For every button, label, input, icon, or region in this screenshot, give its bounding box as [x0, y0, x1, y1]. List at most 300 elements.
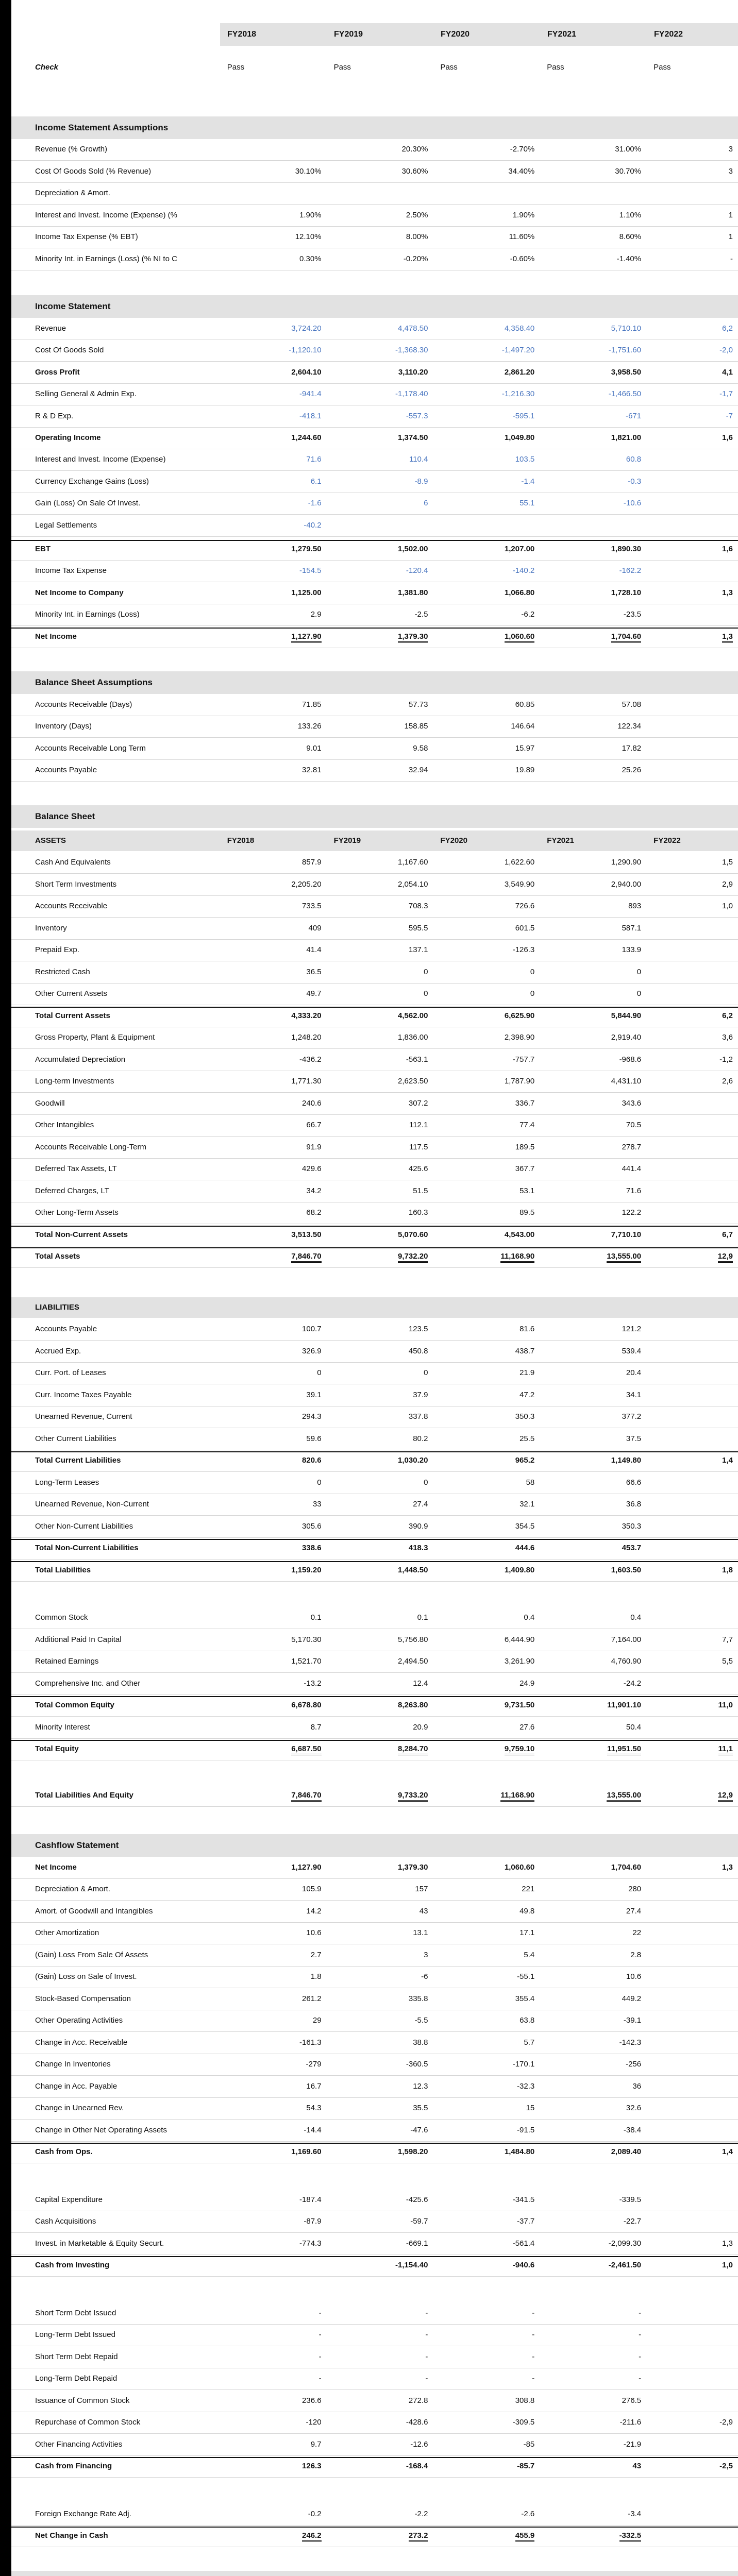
row-label: Accumulated Depreciation — [35, 1055, 126, 1064]
cell-fy2020 — [433, 2212, 540, 2231]
cell-value: -2.2 — [414, 2510, 428, 2518]
cell-fy2022 — [646, 2099, 738, 2117]
row-separator — [11, 160, 738, 161]
cell-fy2018 — [220, 584, 327, 602]
cell-value: -87.9 — [304, 2217, 322, 2226]
cell-value: -120.4 — [406, 566, 428, 575]
group-label: ASSETS — [35, 836, 66, 845]
cell-value: -39.1 — [623, 2016, 642, 2025]
row-issuance-of-common-stock — [11, 2392, 738, 2410]
cell-fy2019 — [327, 1631, 433, 1649]
cell-fy2022 — [646, 450, 738, 469]
cell-fy2018 — [220, 1968, 327, 1986]
cell-value: -5.5 — [414, 2016, 428, 2025]
cell-fy2019 — [327, 206, 433, 225]
row-label: Total Current Assets — [35, 1011, 110, 1020]
cell-value: 1,381.80 — [398, 588, 428, 597]
cell-fy2019 — [327, 140, 433, 159]
cell-value: 13,555.00 — [607, 1791, 641, 1802]
cell-fy2021 — [540, 1608, 646, 1627]
cell-fy2019 — [327, 2191, 433, 2209]
cell-fy2022 — [646, 1007, 738, 1025]
cell-fy2020 — [433, 1880, 540, 1899]
row-label: Cash from Financing — [35, 2462, 112, 2470]
cell-fy2021 — [540, 853, 646, 872]
cell-fy2022 — [646, 761, 738, 779]
cell-value: -37.7 — [517, 2217, 535, 2226]
cell-fy2022 — [646, 429, 738, 447]
cell-fy2022 — [646, 985, 738, 1003]
cell-value: 53.1 — [519, 1187, 535, 1195]
cell-fy2018 — [220, 1320, 327, 1338]
cell-value: 47.2 — [519, 1391, 535, 1399]
cell-fy2022 — [646, 1517, 738, 1536]
cell-value: 1,3 — [722, 632, 733, 643]
cell-fy2018 — [220, 919, 327, 938]
cell-value: 294.3 — [302, 1412, 322, 1421]
cell-value: 71.6 — [306, 455, 322, 464]
cell-value: 17.1 — [519, 1928, 535, 1937]
row-label: Additional Paid In Capital — [35, 1635, 122, 1644]
row-label: Cash Acquisitions — [35, 2217, 96, 2226]
cell-fy2021 — [540, 2304, 646, 2323]
cell-fy2022 — [646, 1990, 738, 2008]
cell-value: 1,060.60 — [504, 1863, 535, 1872]
cell-fy2021 — [540, 941, 646, 959]
cell-value: 5,756.80 — [398, 1635, 428, 1644]
cell-value: 893 — [628, 902, 642, 910]
cell-fy2022 — [646, 1652, 738, 1671]
cell-fy2019 — [327, 540, 433, 558]
cell-value: 37.5 — [626, 1434, 642, 1443]
cell-fy2021 — [540, 2348, 646, 2366]
row-prepaid-exp — [11, 941, 738, 959]
cell-fy2021 — [540, 1674, 646, 1693]
cell-fy2018 — [220, 228, 327, 246]
cell-value: 31.00% — [615, 145, 642, 154]
cell-fy2022 — [646, 516, 738, 535]
cell-value: 820.6 — [302, 1456, 322, 1465]
cell-fy2022 — [646, 228, 738, 246]
cell-value: -3.4 — [628, 2510, 642, 2518]
cell-fy2020 — [433, 1028, 540, 1047]
cell-value: -7 — [726, 412, 733, 420]
row-label: Total Liabilities And Equity — [35, 1791, 133, 1800]
cell-value: 32.6 — [626, 2104, 642, 2112]
section-title: Balance Sheet — [35, 811, 95, 821]
cell-value: 122.34 — [617, 722, 642, 731]
cell-value: 0 — [424, 1368, 428, 1377]
cell-fy2020 — [433, 1786, 540, 1805]
cell-value: 17.82 — [622, 744, 642, 753]
row-separator — [11, 1738, 738, 1739]
cell-value: 708.3 — [408, 902, 428, 910]
cell-fy2021 — [540, 1094, 646, 1113]
cell-fy2021 — [540, 1968, 646, 1986]
cell-value: 336.7 — [515, 1099, 535, 1108]
cell-fy2018 — [220, 1430, 327, 1448]
cell-value: 4,478.50 — [398, 324, 428, 333]
cell-value: -941.4 — [299, 389, 322, 398]
cell-fy2020 — [433, 1924, 540, 1942]
cell-fy2021 — [540, 319, 646, 338]
row-separator — [11, 1158, 738, 1159]
cell-fy2019 — [327, 941, 433, 959]
cell-value: 0.30% — [299, 255, 322, 263]
cell-fy2019 — [327, 2413, 433, 2432]
cell-fy2019 — [327, 1539, 433, 1557]
row-label: Accounts Receivable (Days) — [35, 700, 132, 709]
cell-fy2022 — [646, 1473, 738, 1492]
cell-fy2021 — [540, 1990, 646, 2008]
cell-value: -2,9 — [719, 2418, 733, 2427]
cell-value: 7,846.70 — [291, 1791, 321, 1802]
row-revenue-growth — [11, 140, 738, 159]
cell-value: 20.30% — [401, 145, 428, 154]
cell-value: 5,844.90 — [611, 1011, 642, 1020]
cell-value: - — [318, 2309, 322, 2317]
cell-value: 20.9 — [413, 1723, 428, 1732]
total-rule — [11, 2527, 738, 2528]
cell-value: 8.00% — [406, 232, 428, 241]
row-label: Change in Acc. Receivable — [35, 2038, 128, 2047]
cell-fy2022 — [646, 1902, 738, 1921]
cell-value: -187.4 — [299, 2195, 322, 2204]
cell-value: 146.64 — [511, 722, 535, 731]
cell-value: 726.6 — [515, 902, 535, 910]
cell-fy2018 — [220, 1561, 327, 1580]
cell-fy2021 — [540, 761, 646, 779]
cell-fy2022 — [646, 1408, 738, 1426]
cell-value: -91.5 — [517, 2126, 535, 2134]
cell-value: -309.5 — [512, 2418, 535, 2427]
cell-fy2021 — [540, 1116, 646, 1134]
row-total-liabilities-and-equity — [11, 1786, 738, 1805]
row-cash-acquisitions — [11, 2212, 738, 2231]
cell-fy2022 — [646, 1674, 738, 1693]
cell-value: 5.7 — [524, 2038, 535, 2047]
cell-fy2021 — [540, 2413, 646, 2432]
cell-value: 105.9 — [302, 1885, 322, 1893]
row-label: Gain (Loss) On Sale Of Invest. — [35, 499, 141, 507]
cell-fy2022 — [646, 2369, 738, 2388]
row-total-assets — [11, 1247, 738, 1266]
cell-fy2019 — [327, 407, 433, 426]
row-label: Capital Expenditure — [35, 2195, 103, 2204]
cell-value: 37.9 — [413, 1391, 428, 1399]
cell-value: 39.1 — [306, 1391, 322, 1399]
cell-value: 0 — [317, 1478, 322, 1487]
cell-value: 19.89 — [515, 766, 535, 774]
cell-value: 57.08 — [622, 700, 642, 709]
cell-fy2022 — [646, 562, 738, 580]
cell-fy2020 — [433, 184, 540, 202]
cell-fy2020 — [433, 2099, 540, 2117]
cell-fy2018 — [220, 1342, 327, 1361]
cell-fy2020 — [433, 429, 540, 447]
cell-value: 1 — [728, 211, 733, 219]
cell-fy2021 — [540, 250, 646, 268]
row-deferred-tax-assets-lt — [11, 1160, 738, 1178]
cell-fy2021 — [540, 1028, 646, 1047]
spreadsheet — [11, 0, 738, 2576]
cell-fy2018 — [220, 1517, 327, 1536]
cell-value: 453.7 — [622, 1544, 642, 1552]
cell-fy2020 — [433, 1007, 540, 1025]
row-separator — [11, 1048, 738, 1049]
row-separator — [11, 1136, 738, 1137]
row-restricted-cash — [11, 963, 738, 981]
cell-fy2022 — [646, 494, 738, 513]
cell-value: 1,0 — [722, 902, 733, 910]
cell-value: 539.4 — [622, 1347, 642, 1355]
section-title: Cashflow Statement — [35, 1840, 119, 1850]
row-label: (Gain) Loss From Sale Of Assets — [35, 1951, 148, 1959]
cell-fy2020 — [433, 2457, 540, 2476]
cell-fy2021 — [540, 140, 646, 159]
total-rule — [11, 628, 738, 629]
cell-fy2018 — [220, 2326, 327, 2344]
cell-value: 335.8 — [408, 1994, 428, 2003]
cell-fy2018 — [220, 2099, 327, 2117]
cell-value: -2,461.50 — [608, 2261, 642, 2269]
cell-value: 3 — [424, 1951, 428, 1959]
section-header-income-statement-assumptions — [11, 118, 738, 137]
row-legal-settlements — [11, 516, 738, 535]
cell-fy2021 — [540, 1495, 646, 1514]
cell-fy2021 — [540, 494, 646, 513]
row-label: Legal Settlements — [35, 521, 97, 530]
cell-value: -85 — [523, 2440, 535, 2449]
section-header-cashflow-statement — [11, 1836, 738, 1855]
cell-fy2020 — [433, 1430, 540, 1448]
cell-value: 308.8 — [515, 2396, 535, 2405]
cell-fy2022 — [646, 2143, 738, 2161]
cell-value: -2.6 — [521, 2510, 535, 2518]
cell-fy2018 — [220, 1902, 327, 1921]
cell-fy2021 — [540, 472, 646, 491]
cell-fy2020 — [433, 1364, 540, 1382]
cell-fy2018 — [220, 1946, 327, 1964]
cell-value: -47.6 — [410, 2126, 428, 2134]
cell-value: 133.26 — [297, 722, 322, 731]
row-separator — [11, 737, 738, 738]
cell-fy2019 — [327, 250, 433, 268]
row-label: Minority Int. in Earnings (Loss) — [35, 610, 140, 619]
cell-fy2020 — [433, 1495, 540, 1514]
cell-value: 1,448.50 — [398, 1566, 428, 1574]
cell-fy2019 — [327, 696, 433, 714]
row-separator — [11, 1694, 738, 1695]
cell-fy2022 — [646, 472, 738, 491]
row-label: Other Non-Current Liabilities — [35, 1522, 133, 1531]
row-separator — [11, 1471, 738, 1472]
cell-value: 41.4 — [306, 945, 322, 954]
cell-fy2018 — [220, 140, 327, 159]
cell-fy2020 — [433, 2121, 540, 2140]
cell-value: - — [639, 2374, 642, 2383]
cell-value: 58 — [526, 1478, 535, 1487]
cell-fy2021 — [540, 1631, 646, 1649]
cell-fy2019 — [327, 2234, 433, 2253]
cell-fy2018 — [220, 1718, 327, 1737]
cell-value: 1,066.80 — [504, 588, 535, 597]
cell-fy2020 — [433, 1718, 540, 1737]
row-label: Currency Exchange Gains (Loss) — [35, 477, 149, 486]
cell-fy2021 — [540, 1408, 646, 1426]
cell-fy2019 — [327, 429, 433, 447]
left-border — [0, 0, 11, 2576]
cell-fy2021 — [540, 516, 646, 535]
cell-value: 337.8 — [408, 1412, 428, 1421]
row-invest-in-marketable-equity-securt — [11, 2234, 738, 2253]
cell-fy2018 — [220, 341, 327, 360]
cell-value: 1,379.30 — [398, 1863, 428, 1872]
cell-fy2019 — [327, 494, 433, 513]
cell-value: 22 — [632, 1928, 642, 1937]
row-label: Accrued Exp. — [35, 1347, 81, 1355]
cell-value: 133.9 — [622, 945, 642, 954]
cell-fy2020 — [433, 1226, 540, 1244]
cell-value: 8,284.70 — [398, 1744, 428, 1755]
cell-value: 1,728.10 — [611, 588, 642, 597]
cell-fy2020 — [433, 363, 540, 382]
cell-fy2021 — [540, 2033, 646, 2052]
cell-value: - — [532, 2309, 535, 2317]
cell-fy2019 — [327, 1968, 433, 1986]
cell-value: 236.6 — [302, 2396, 322, 2405]
cell-value: 4,543.00 — [504, 1230, 535, 1239]
row-separator — [11, 427, 738, 428]
cell-value: 1,3 — [722, 1863, 733, 1872]
cell-fy2021 — [540, 1007, 646, 1025]
row-change-in-other-net-operating-assets — [11, 2121, 738, 2140]
row-label: Short Term Debt Issued — [35, 2309, 116, 2317]
row-separator — [11, 1806, 738, 1807]
row-total-current-liabilities — [11, 1451, 738, 1470]
total-rule — [11, 1740, 738, 1741]
cell-value: 261.2 — [302, 1994, 322, 2003]
cell-fy2020 — [433, 2413, 540, 2432]
cell-fy2020 — [433, 1451, 540, 1470]
cell-fy2019 — [327, 1204, 433, 1222]
row-separator — [11, 536, 738, 537]
cell-value: 21.9 — [519, 1368, 535, 1377]
cell-value: 77.4 — [519, 1121, 535, 1129]
cell-value: 1,248.20 — [291, 1033, 322, 1042]
cell-fy2019 — [327, 385, 433, 403]
cell-fy2022 — [646, 2348, 738, 2366]
cell-value: 1,598.20 — [398, 2147, 428, 2156]
cell-value: 158.85 — [404, 722, 428, 731]
cell-fy2021 — [540, 1430, 646, 1448]
cell-fy2019 — [327, 1990, 433, 2008]
row-label: Long-Term Debt Repaid — [35, 2374, 118, 2383]
cell-value: -142.3 — [619, 2038, 642, 2047]
check-value: Pass — [547, 63, 564, 72]
cell-fy2020 — [433, 853, 540, 872]
row-label: Income Tax Expense — [35, 566, 107, 575]
row-cash-and-equivalents — [11, 853, 738, 872]
cell-value: 2,940.00 — [611, 880, 642, 889]
cell-value: 221 — [522, 1885, 535, 1893]
cell-value: 276.5 — [622, 2396, 642, 2405]
row-label: Other Financing Activities — [35, 2440, 123, 2449]
cell-fy2020 — [433, 2304, 540, 2323]
row-label: Change In Inventories — [35, 2060, 111, 2069]
cell-value: 49.7 — [306, 989, 322, 998]
cell-value: 36.8 — [626, 1500, 642, 1509]
cell-value: 2,054.10 — [398, 880, 428, 889]
cell-value: 32.81 — [302, 766, 322, 774]
row-label: Retained Earnings — [35, 1657, 99, 1666]
cell-value: - — [639, 2352, 642, 2361]
cell-value: -1,466.50 — [608, 389, 642, 398]
cell-fy2021 — [540, 919, 646, 938]
cell-value: -1.4 — [521, 477, 535, 486]
cell-fy2020 — [433, 1946, 540, 1964]
row-accounts-receivable-days — [11, 696, 738, 714]
cell-fy2020 — [433, 739, 540, 758]
cell-value: -428.6 — [406, 2418, 428, 2427]
cell-fy2021 — [540, 162, 646, 181]
row-separator — [11, 2141, 738, 2142]
cell-value: 34.2 — [306, 1187, 322, 1195]
total-rule — [11, 2143, 738, 2144]
row-total-liabilities — [11, 1561, 738, 1580]
cell-value: 8.60% — [619, 232, 642, 241]
row-other-long-term-assets — [11, 1204, 738, 1222]
cell-fy2018 — [220, 494, 327, 513]
cell-value: 12,9 — [718, 1252, 733, 1263]
cell-fy2018 — [220, 2348, 327, 2366]
cell-fy2018 — [220, 1364, 327, 1382]
row-label: Curr. Income Taxes Payable — [35, 1391, 132, 1399]
row-label: Total Current Liabilities — [35, 1456, 121, 1465]
cell-value: 14.2 — [306, 1907, 322, 1916]
cell-fy2020 — [433, 1050, 540, 1069]
year-header: FY2018 — [227, 836, 255, 845]
cell-fy2020 — [433, 1652, 540, 1671]
cell-fy2019 — [327, 2143, 433, 2161]
row-separator — [11, 1672, 738, 1673]
row-separator — [11, 1340, 738, 1341]
cell-fy2020 — [433, 605, 540, 624]
cell-value: -162.2 — [619, 566, 642, 575]
cell-fy2021 — [540, 1880, 646, 1899]
row-gross-property-plant-equipment — [11, 1028, 738, 1047]
cell-fy2018 — [220, 363, 327, 382]
cell-fy2021 — [540, 184, 646, 202]
cell-fy2019 — [327, 1786, 433, 1805]
row-label: Invest. in Marketable & Equity Securt. — [35, 2239, 164, 2248]
cell-value: 6,687.50 — [291, 1744, 321, 1755]
cell-fy2018 — [220, 1495, 327, 1514]
row-label: Net Income — [35, 632, 77, 641]
cell-value: 121.2 — [622, 1325, 642, 1333]
cell-fy2020 — [433, 1247, 540, 1266]
row-net-income — [11, 1858, 738, 1877]
cell-value: 1,060.60 — [505, 632, 534, 643]
cell-fy2020 — [433, 1631, 540, 1649]
cell-fy2021 — [540, 363, 646, 382]
row-operating-income — [11, 429, 738, 447]
row-label: Accounts Payable — [35, 766, 97, 774]
cell-fy2022 — [646, 1320, 738, 1338]
cell-value: 1,8 — [722, 1566, 733, 1574]
group-label: LIABILITIES — [35, 1303, 79, 1312]
row-label: Revenue (% Growth) — [35, 145, 108, 154]
